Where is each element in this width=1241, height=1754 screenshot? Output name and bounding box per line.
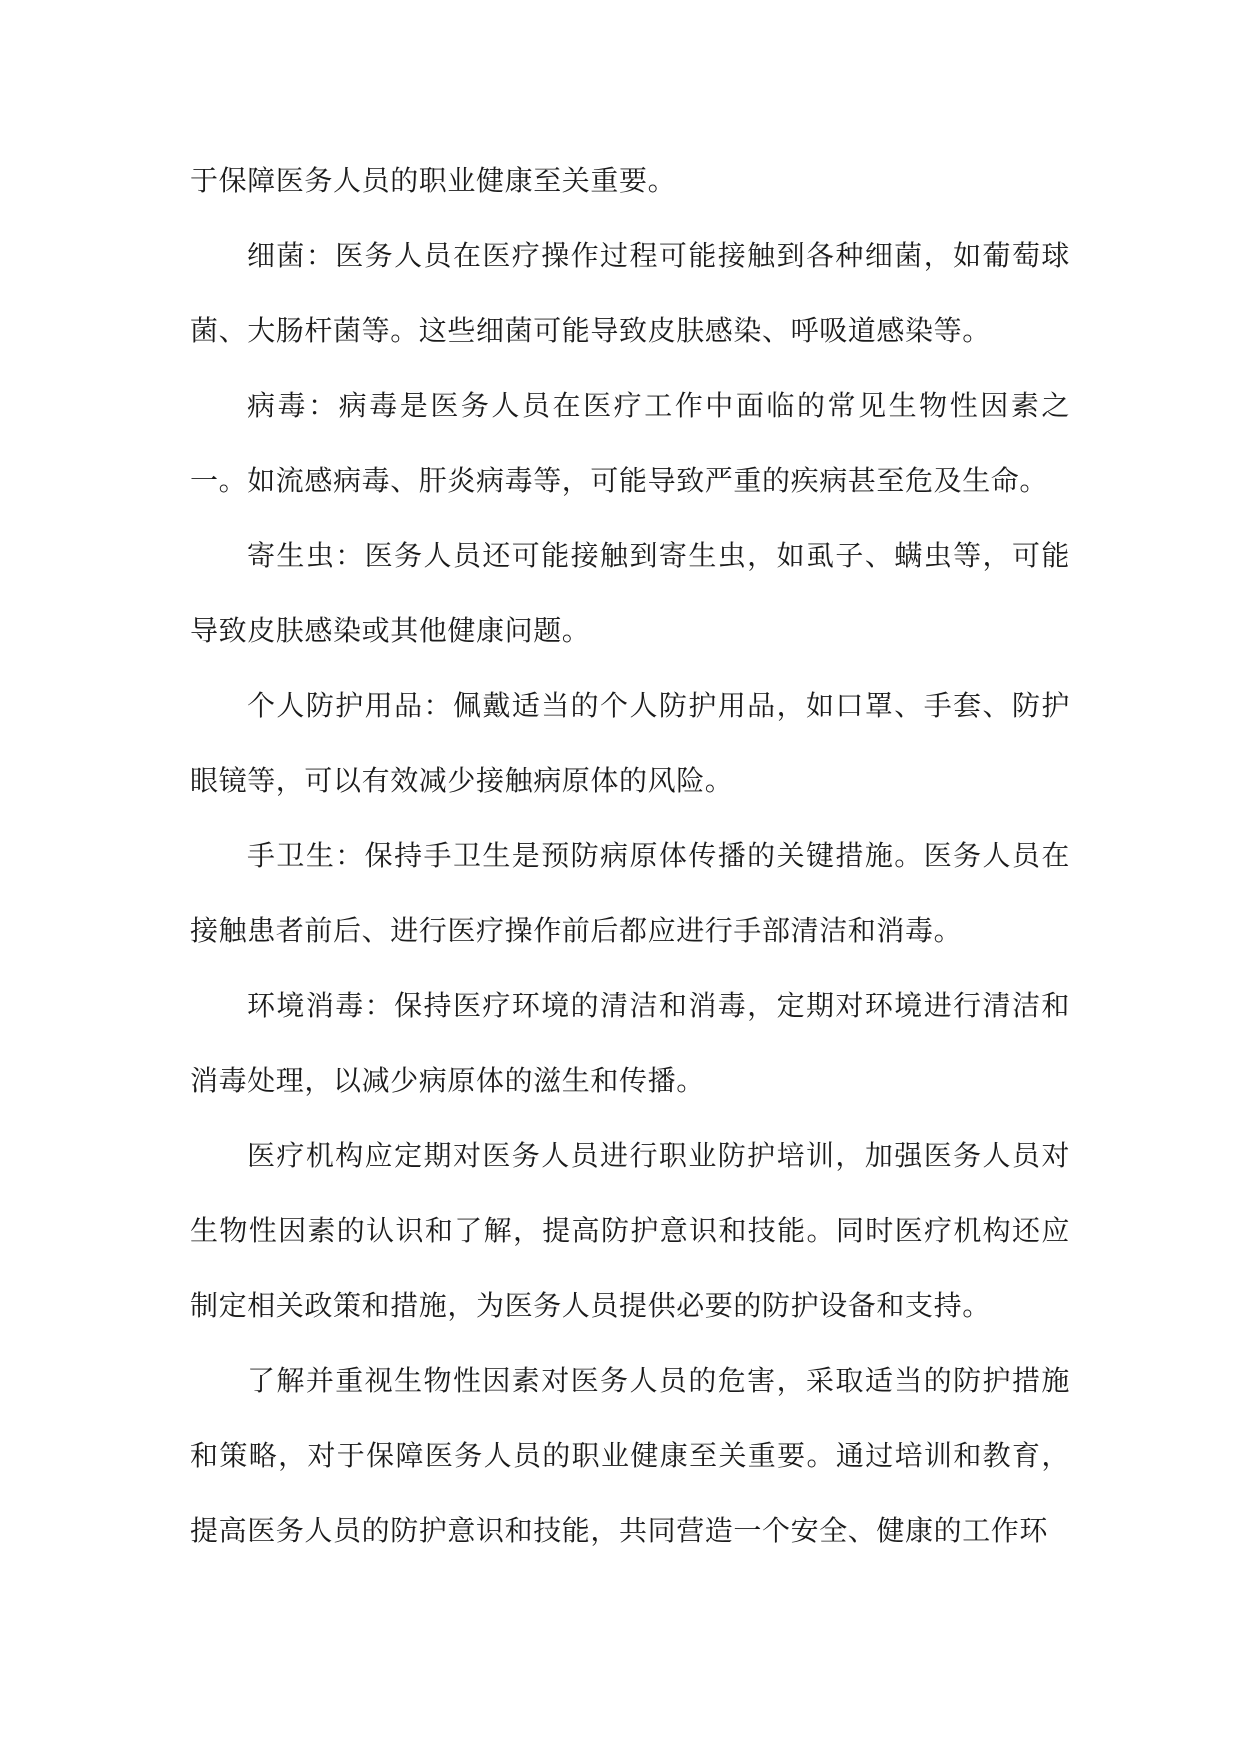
paragraph-ppe: 个人防护用品：佩戴适当的个人防护用品，如口罩、手套、防护眼镜等，可以有效减少接触病原体的风险。	[190, 689, 1070, 797]
document-body	[190, 143, 1070, 1568]
paragraph-environment-disinfection: 环境消毒：保持医疗环境的清洁和消毒，定期对环境进行清洁和消毒处理，以减少病原体的滋生和传播。	[190, 989, 1070, 1097]
paragraph-continuation: 于保障医务人员的职业健康至关重要。	[190, 164, 677, 197]
paragraph-bacteria: 细菌：医务人员在医疗操作过程可能接触到各种细菌，如葡萄球菌、大肠杆菌等。这些细菌可能导致皮肤感染、呼吸道感染等。	[190, 239, 1070, 347]
paragraph-conclusion: 了解并重视生物性因素对医务人员的危害，采取适当的防护措施和策略，对于保障医务人员的职业健康至关重要。通过培训和教育，提高医务人员的防护意识和技能，共同营造一个安全、健康的工作环	[190, 1364, 1070, 1547]
paragraph-parasite: 寄生虫：医务人员还可能接触到寄生虫，如虱子、螨虫等，可能导致皮肤感染或其他健康问题。	[190, 539, 1070, 647]
paragraph-virus: 病毒：病毒是医务人员在医疗工作中面临的常见生物性因素之一。如流感病毒、肝炎病毒等，可能导致严重的疾病甚至危及生命。	[190, 389, 1070, 497]
paragraph-training: 医疗机构应定期对医务人员进行职业防护培训，加强医务人员对生物性因素的认识和了解，提高防护意识和技能。同时医疗机构还应制定相关政策和措施，为医务人员提供必要的防护设备和支持。	[190, 1139, 1070, 1322]
paragraph-hand-hygiene: 手卫生：保持手卫生是预防病原体传播的关键措施。医务人员在接触患者前后、进行医疗操作前后都应进行手部清洁和消毒。	[190, 839, 1070, 947]
